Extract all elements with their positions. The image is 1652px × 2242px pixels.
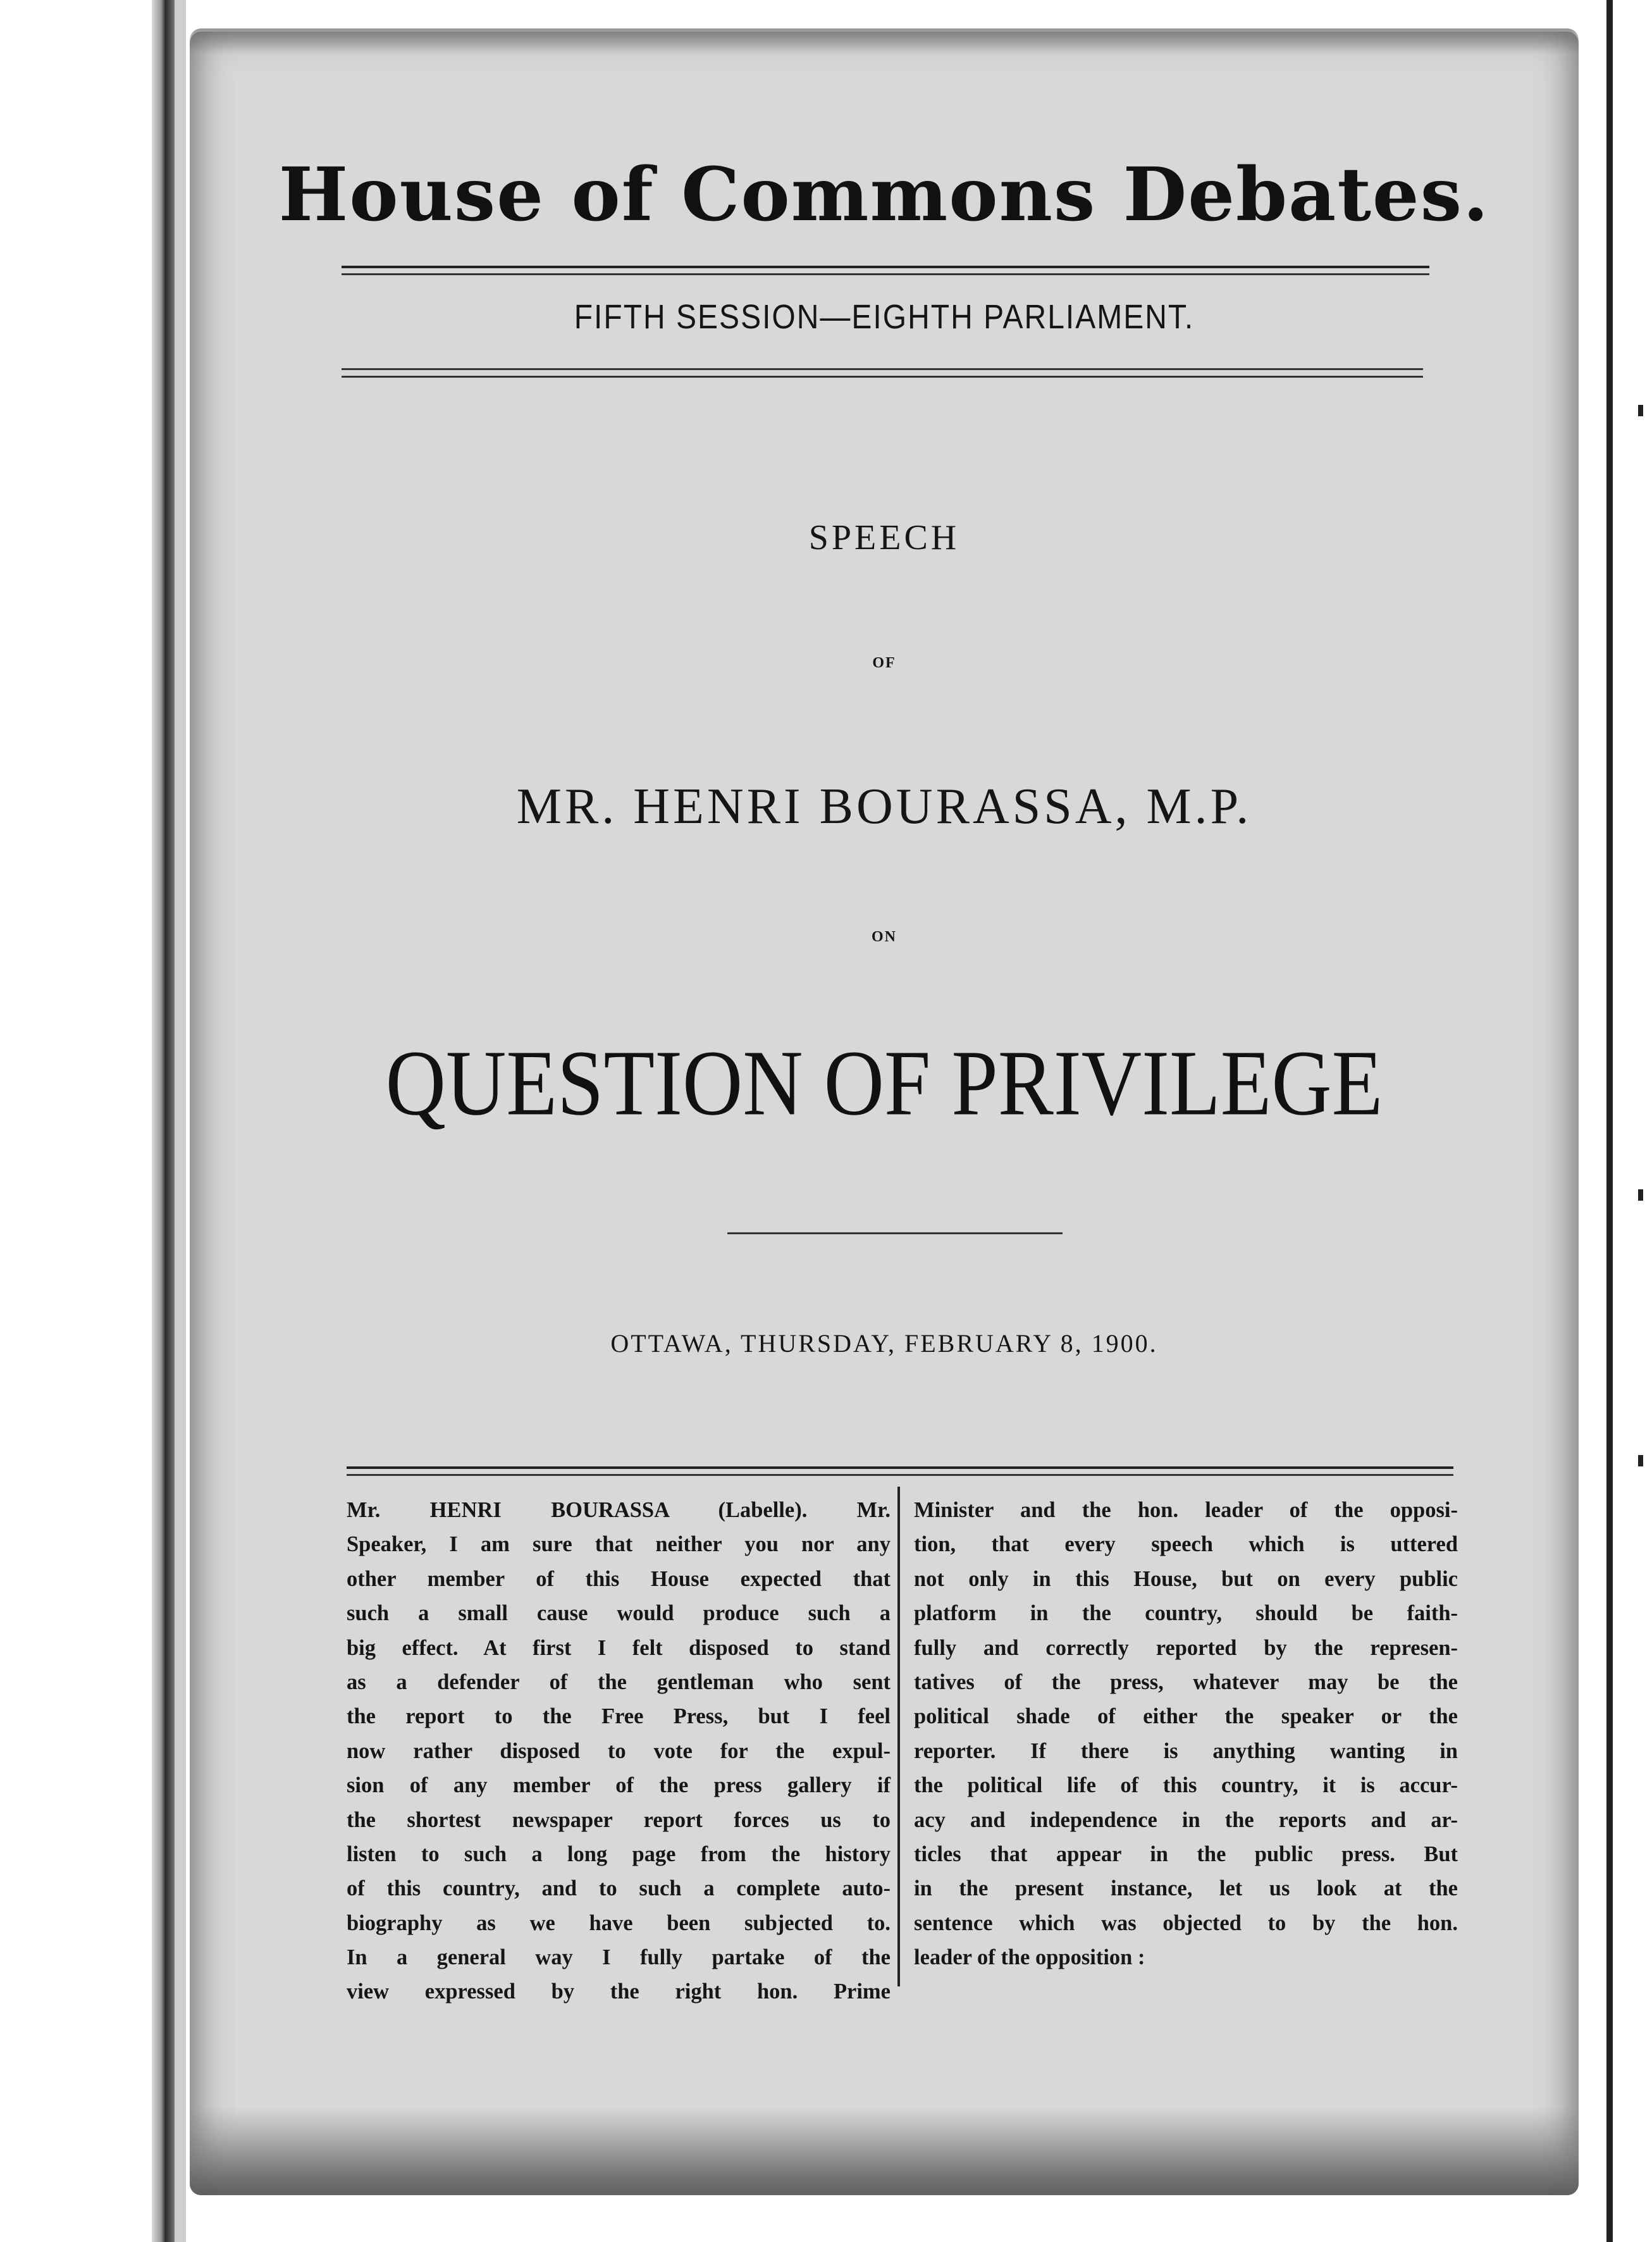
masthead-title: House of Commons Debates. [278, 152, 1490, 238]
column-divider [897, 1487, 900, 1986]
text-line: ticles that appear in the public press. But [914, 1842, 1458, 1866]
dateline: OTTAWA, THURSDAY, FEBRUARY 8, 1900. [610, 1329, 1158, 1358]
masthead-rule-top-inner [342, 273, 1429, 275]
speaker-name: MR. HENRI BOURASSA, M.P. [516, 779, 1252, 834]
text-line: fully and correctly reported by the represen- [914, 1635, 1458, 1660]
text-line: the report to the Free Press, but I feel [347, 1704, 891, 1729]
text-line: of this country, and to such a complete auto- [347, 1876, 891, 1901]
text-line: tion, that every speech which is uttered [914, 1532, 1458, 1557]
right-column-text [914, 1493, 1458, 1974]
text-line: the shortest newspaper report forces us to [347, 1807, 891, 1832]
column-rule-top-inner [347, 1474, 1453, 1476]
text-line: In a general way I fully partake of the [347, 1945, 891, 1970]
title-rule [727, 1232, 1063, 1234]
masthead-rule-top [342, 266, 1429, 268]
text-line: view expressed by the right hon. Prime [347, 1979, 891, 2004]
text-line: Minister and the hon. leader of the opposi- [914, 1498, 1458, 1522]
text-line: in the present instance, let us look at the [914, 1876, 1458, 1901]
text-line: biography as we have been subjected to. [347, 1911, 891, 1935]
speech-label: SPEECH [808, 518, 960, 557]
text-line: sion of any member of the press gallery if [347, 1773, 891, 1798]
text-line: listen to such a long page from the history [347, 1842, 891, 1866]
document-title: QUESTION OF PRIVILEGE [385, 1031, 1383, 1135]
session-rule [342, 368, 1423, 370]
paper-bottom-wear [190, 2107, 1579, 2195]
column-rule-top [347, 1466, 1453, 1469]
left-column-text [347, 1493, 891, 2009]
text-line: leader of the opposition : [914, 1945, 1145, 1970]
binding-edge-inner [175, 0, 186, 2242]
binding-edge [152, 0, 175, 2242]
text-line: now rather disposed to vote for the expul- [347, 1738, 891, 1763]
text-line: platform in the country, should be faith- [914, 1601, 1458, 1626]
text-line: other member of this House expected that [347, 1566, 891, 1591]
session-line: FIFTH SESSION—EIGHTH PARLIAMENT. [574, 298, 1195, 337]
session-rule-inner [342, 376, 1423, 378]
text-line: as a defender of the gentleman who sent [347, 1669, 891, 1694]
text-line: not only in this House, but on every public [914, 1566, 1458, 1591]
scan-mark [1638, 405, 1643, 416]
scan-mark [1638, 1189, 1643, 1201]
text-line: Mr. HENRI BOURASSA (Labelle). Mr. [347, 1498, 891, 1522]
scan-mark [1638, 1455, 1643, 1466]
on-label: ON [872, 929, 897, 945]
of-label: OF [872, 655, 896, 671]
text-line: sentence which was objected to by the hon. [914, 1911, 1458, 1935]
paper-top-wear [190, 28, 1579, 54]
right-scan-border [1606, 0, 1613, 2242]
text-line: such a small cause would produce such a [347, 1601, 891, 1626]
text-line: reporter. If there is anything wanting in [914, 1738, 1458, 1763]
text-line: acy and independence in the reports and ar- [914, 1807, 1458, 1832]
text-line: the political life of this country, it is accur- [914, 1773, 1458, 1798]
text-line: political shade of either the speaker or the [914, 1704, 1458, 1729]
text-line: big effect. At first I felt disposed to stand [347, 1635, 891, 1660]
text-line: tatives of the press, whatever may be the [914, 1669, 1458, 1694]
text-line: Speaker, I am sure that neither you nor any [347, 1532, 891, 1557]
